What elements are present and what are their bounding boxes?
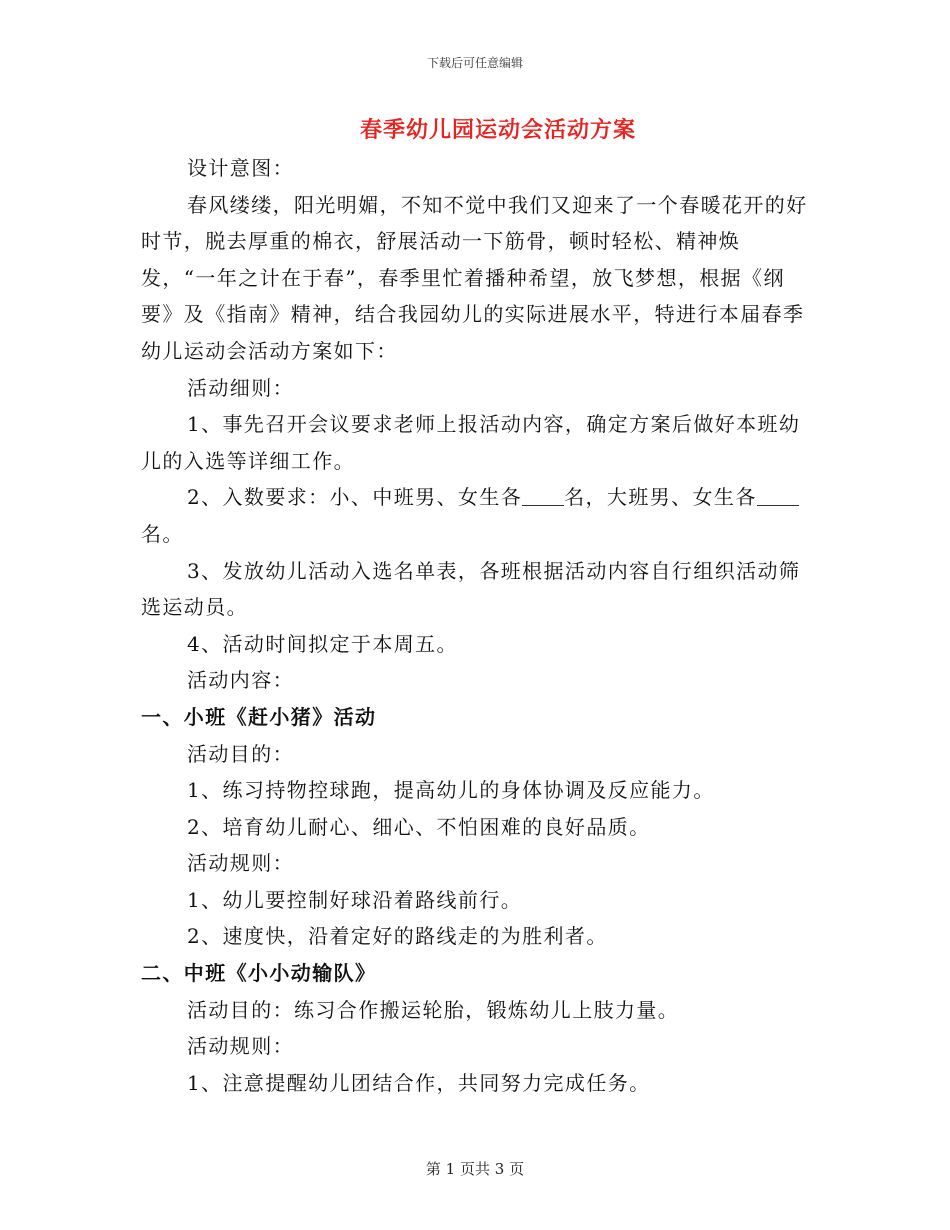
section-1-goal-label: 活动目的： xyxy=(187,741,294,766)
section-2-goal: 活动目的：练习合作搬运轮胎，锻炼幼儿上肢力量。 xyxy=(187,997,680,1022)
intent-label: 设计意图： xyxy=(187,156,294,180)
header-note: 下载后可任意编辑 xyxy=(426,56,523,70)
document-title: 春季幼儿园运动会活动方案 xyxy=(359,117,636,143)
rule-2-part-b: 名，大班男、女生各 xyxy=(564,485,757,510)
section-2-rule-1: 1、注意提醒幼儿团结合作，共同努力完成任务。 xyxy=(187,1070,651,1095)
section-1-rule-2: 2、速度快，沿着定好的路线走的为胜利者。 xyxy=(187,924,608,949)
section-1-goal-1: 1、练习持物控球跑，提高幼儿的身体协调及反应能力。 xyxy=(187,778,715,803)
section-2-heading: 二、中班《小小动输队》 xyxy=(141,961,377,986)
rule-2-part-a: 2、入数要求：小、中班男、女生各 xyxy=(187,485,523,510)
blank-field xyxy=(522,487,564,506)
section-1-goal-2: 2、培育幼儿耐心、细心、不怕困难的良好品质。 xyxy=(187,814,651,839)
section-1-rule-1: 1、幼儿要控制好球沿着路线前行。 xyxy=(187,887,523,912)
rules-label: 活动细则： xyxy=(187,375,294,400)
rule-item-3: 3、发放幼儿活动入选名单表，各班根据活动内容自行组织活动筛选运动员。 xyxy=(141,558,801,620)
intent-paragraph: 春风缕缕，阳光明媚，不知不觉中我们又迎来了一个春暖花开的好时节，脱去厚重的棉衣，舒展活动一下筋骨，顿时轻松、精神焕发，“一年之计在于春”，春季里忙着播种希望，放飞梦想，根据《纲要》及《指南》精神，结合我园幼儿的实际进展水平，特进行本届春季幼儿运动会活动方案如下： xyxy=(141,192,808,363)
page-number: 第 1 页共 3 页 xyxy=(425,1160,525,1178)
document-body xyxy=(141,150,809,1101)
section-2-rules-label: 活动规则： xyxy=(187,1034,294,1059)
section-1-rules-label: 活动规则： xyxy=(187,851,294,876)
rule-2-part-c: 名。 xyxy=(141,521,184,546)
rule-item-1: 1、事先召开会议要求老师上报活动内容，确定方案后做好本班幼儿的入选等详细工作。 xyxy=(141,412,801,473)
content-label: 活动内容： xyxy=(187,668,294,693)
rule-item-2 xyxy=(141,479,809,552)
blank-field xyxy=(757,487,799,506)
section-1-heading: 一、小班《赶小猪》活动 xyxy=(141,704,377,729)
rule-item-4: 4、活动时间拟定于本周五。 xyxy=(187,631,458,656)
